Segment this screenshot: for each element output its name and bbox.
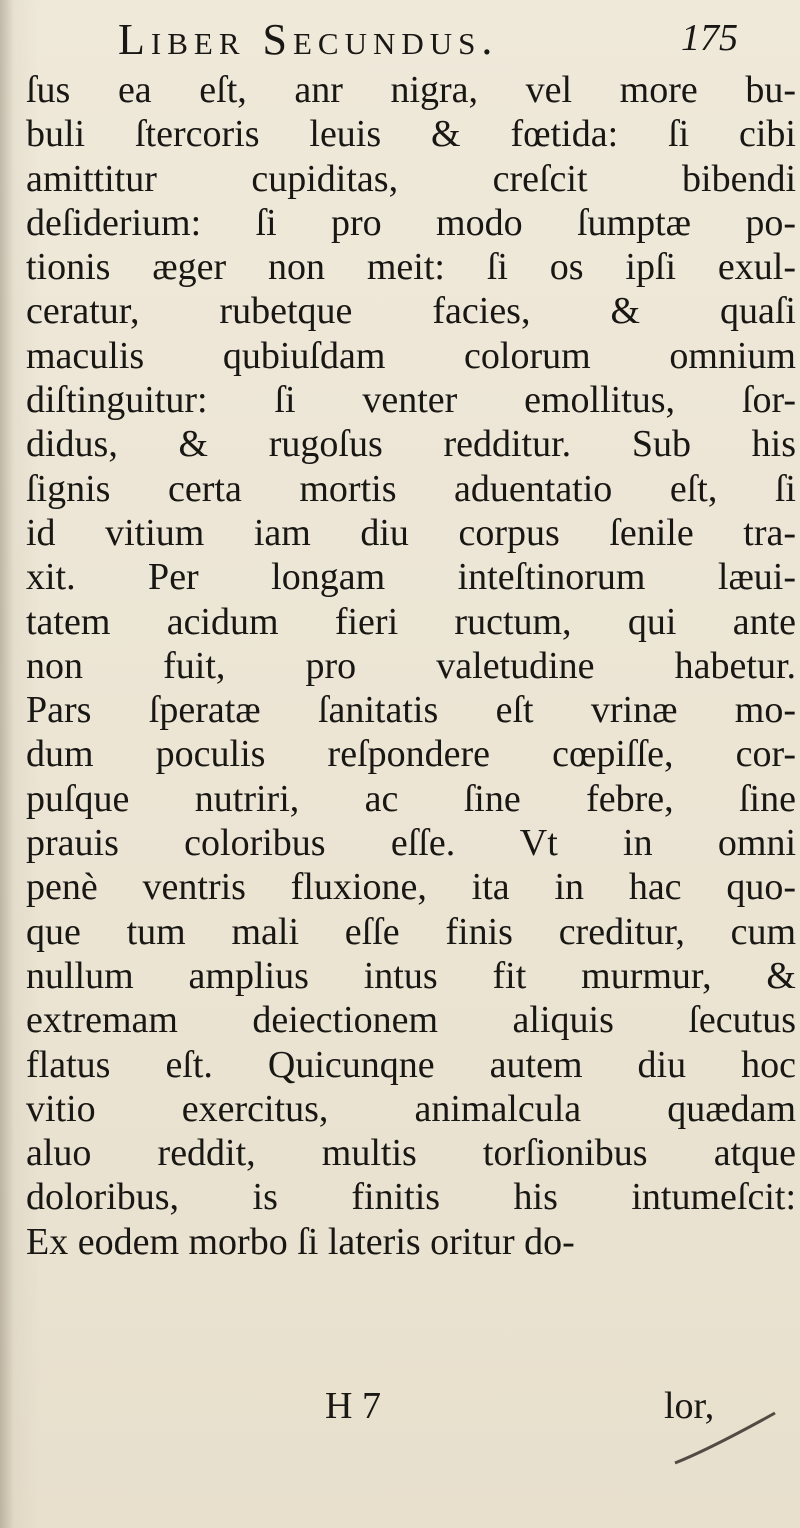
- running-head: Liber Secundus.: [118, 15, 499, 64]
- text-line: deſiderium: ſi pro modo ſumptæ po-: [26, 201, 796, 244]
- text-line: extremam deiectionem aliquis ſecutus: [26, 999, 796, 1042]
- text-line: prauis coloribus eſſe. Vt in omni: [26, 822, 796, 865]
- text-line: ſus ea eſt, anr nigra, vel more bu-: [26, 69, 796, 111]
- text-line: vitio exercitus, animalcula quædam: [26, 1087, 796, 1130]
- text-line: tionis æger non meit: ſi os ipſi exul-: [26, 246, 796, 289]
- text-line: Ex eodem morbo ſi lateris oritur do-: [26, 1220, 575, 1263]
- binding-shadow: [0, 0, 14, 1528]
- text-line: diſtinguitur: ſi venter emollitus, ſor-: [26, 379, 796, 422]
- text-line: doloribus, is finitis his intumeſcit:: [26, 1176, 796, 1219]
- text-line: tatem acidum fieri ructum, qui ante: [26, 600, 796, 643]
- text-line: Pars ſperatæ ſanitatis eſt vrinæ mo-: [26, 689, 796, 732]
- text-line: didus, & rugoſus redditur. Sub his: [26, 423, 796, 466]
- text-line: non fuit, pro valetudine habetur.: [26, 644, 796, 687]
- text-line: id vitium iam diu corpus ſenile tra-: [26, 511, 796, 554]
- page-number: 175: [681, 17, 738, 59]
- text-line: amittitur cupiditas, creſcit bibendi: [26, 157, 796, 200]
- page-header: [118, 14, 738, 74]
- body-text: [26, 68, 796, 1264]
- text-line: nullum amplius intus fit murmur, &: [26, 954, 796, 997]
- text-line: penè ventris fluxione, ita in hac quo-: [26, 866, 796, 909]
- text-line: buli ſtercoris leuis & fœtida: ſi cibi: [26, 113, 796, 156]
- catchword: lor,: [664, 1385, 715, 1427]
- text-line: maculis qubiuſdam colorum omnium: [26, 334, 796, 377]
- text-line: ſignis certa mortis aduentatio eſt, ſi: [26, 467, 796, 510]
- signature-mark: H 7: [325, 1385, 381, 1427]
- text-line: aluo reddit, multis torſionibus atque: [26, 1132, 796, 1175]
- text-line: flatus eſt. Quicunqne autem diu hoc: [26, 1043, 796, 1086]
- text-line: que tum mali eſſe finis creditur, cum: [26, 910, 796, 953]
- text-line: dum poculis reſpondere cœpiſſe, cor-: [26, 733, 796, 776]
- text-line: puſque nutriri, ac ſine febre, ſine: [26, 777, 796, 820]
- text-line: xit. Per longam inteſtinorum læui-: [26, 556, 796, 599]
- ink-stroke-mark: [670, 1408, 780, 1468]
- text-line: ceratur, rubetque facies, & quaſi: [26, 290, 796, 333]
